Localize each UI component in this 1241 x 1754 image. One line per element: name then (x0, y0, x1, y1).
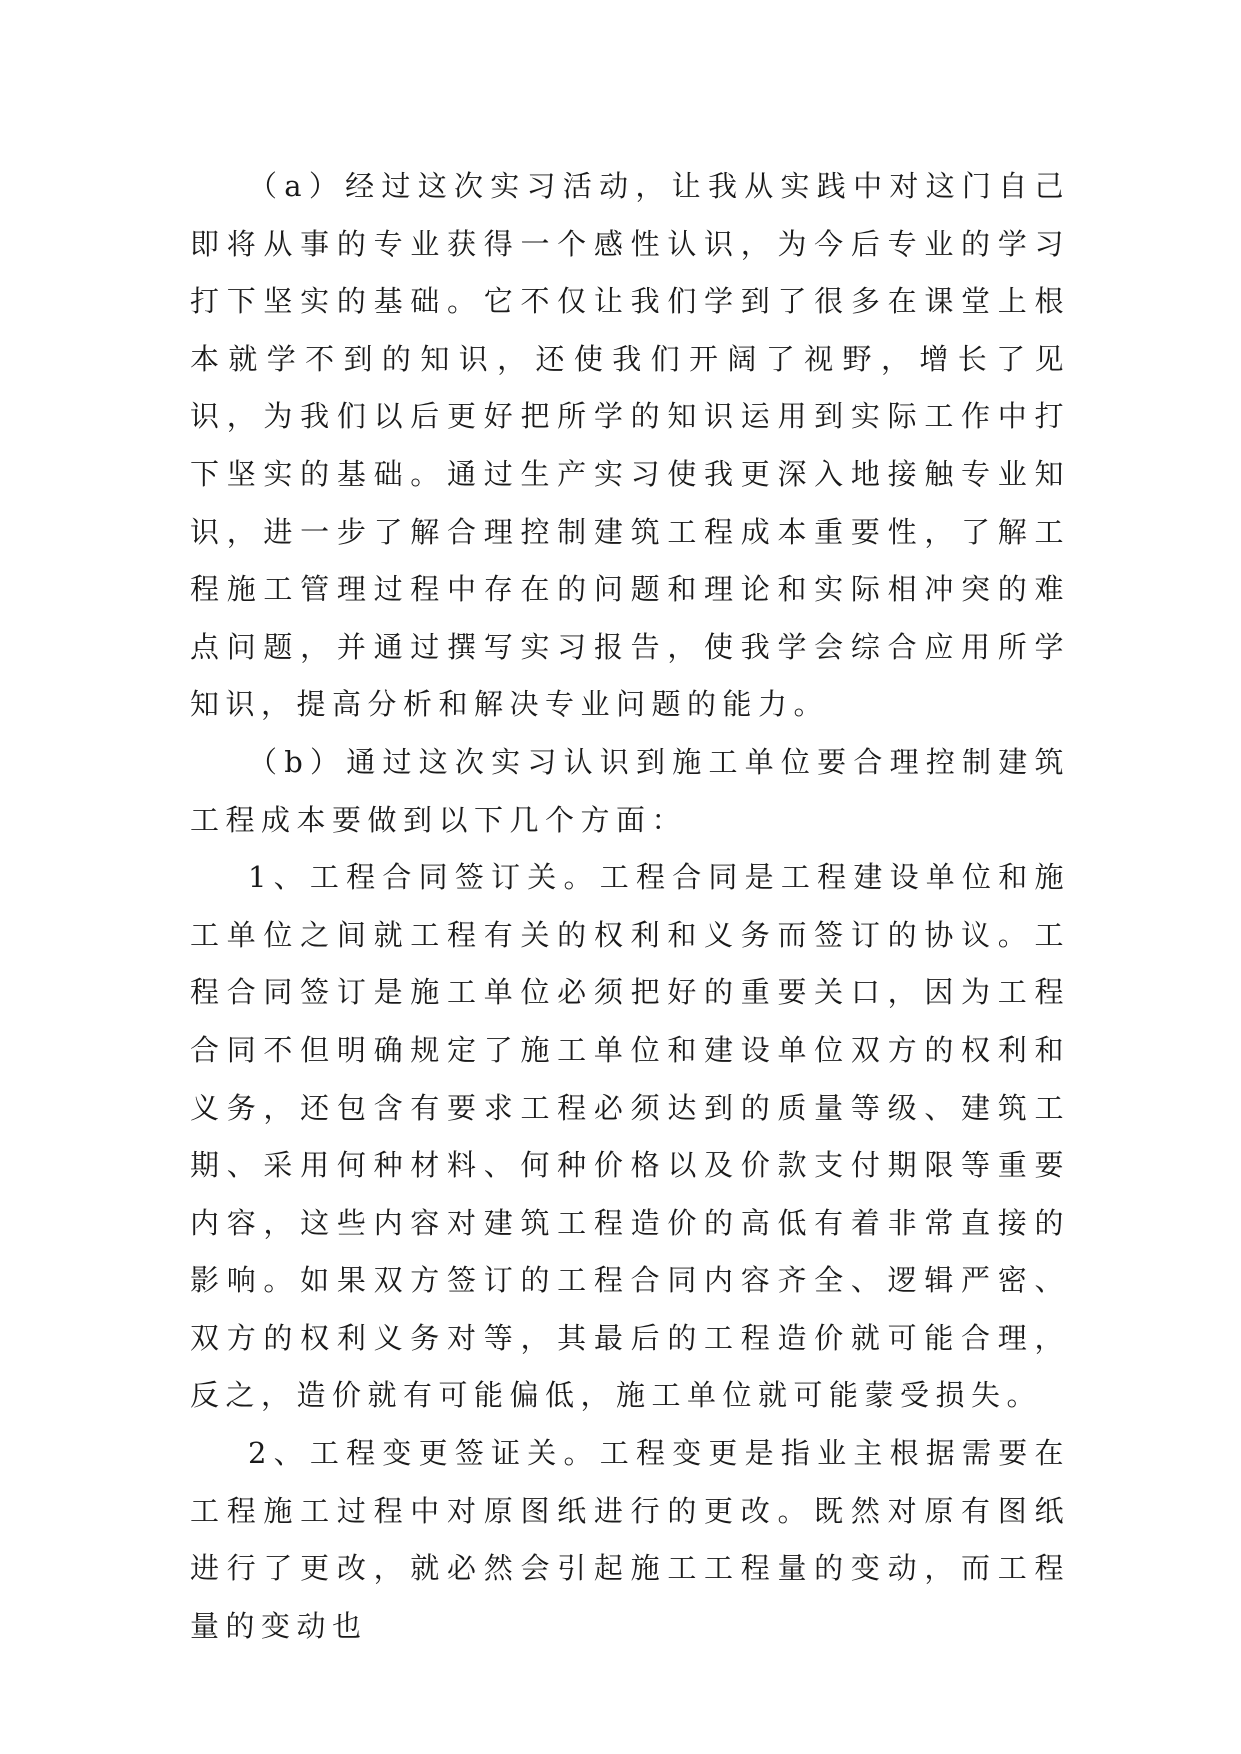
paragraph-1-contract-signing: 1、工程合同签订关。工程合同是工程建设单位和施工单位之间就工程有关的权利和义务而签订的协议。工程合同签订是施工单位必须把好的重要关口，因为工程合同不但明确规定了施工单位和建设单位双方的权利和义务，还包含有要求工程必须达到的质量等级、建筑工期、采用何种材料、何种价格以及价款支付期限等重要内容，这些内容对建筑工程造价的高低有着非常直接的影响。如果双方签订的工程合同内容齐全、逻辑严密、双方的权利义务对等，其最后的工程造价就可能合理，反之，造价就有可能偏低，施工单位就可能蒙受损失。 (190, 860, 1070, 1413)
paragraph-a-internship-summary: （a）经过这次实习活动，让我从实践中对这门自己即将从事的专业获得一个感性认识，为今后专业的学习打下坚实的基础。它不仅让我们学到了很多在课堂上根本就学不到的知识，还使我们开阔了视野，增长了见识，为我们以后更好把所学的知识运用到实际工作中打下坚实的基础。通过生产实习使我更深入地接触专业知识，进一步了解合理控制建筑工程成本重要性，了解工程施工管理过程中存在的问题和理论和实际相冲突的难点问题，并通过撰写实习报告，使我学会综合应用所学知识，提高分析和解决专业问题的能力。 (190, 169, 1070, 722)
document-page (190, 158, 1070, 1655)
paragraph-2-change-visa: 2、工程变更签证关。工程变更是指业主根据需要在工程施工过程中对原图纸进行的更改。既然对原有图纸进行了更改，就必然会引起施工工程量的变动，而工程量的变动也 (190, 1436, 1070, 1643)
paragraph-b-cost-control-intro: （b）通过这次实习认识到施工单位要合理控制建筑工程成本要做到以下几个方面： (190, 744, 1070, 837)
